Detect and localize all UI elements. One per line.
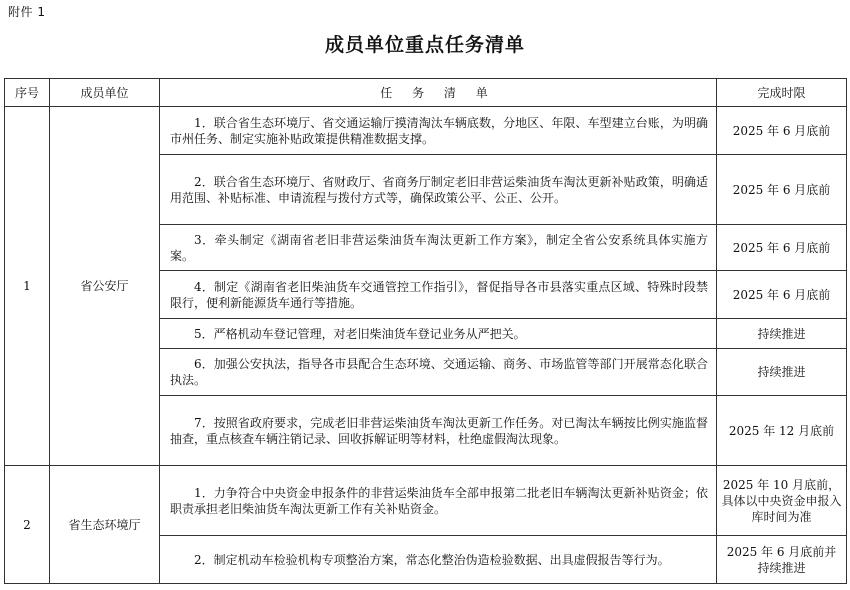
table-row [5,107,847,155]
header-index: 序号 [5,79,50,107]
deadline: 2025 年 6 月底前 [717,225,847,271]
deadline: 持续推进 [717,349,847,396]
table-row [5,466,847,536]
task-item: 2．联合省生态环境厅、省财政厅、省商务厅制定老旧非营运柴油货车淘汰更新补贴政策，明确适用范围、补贴标准、申请流程与拨付方式等，确保政策公平、公正、公开。 [160,155,717,225]
deadline: 2025 年 10 月底前，具体以中央资金申报入库时间为准 [717,466,847,536]
row-index: 2 [5,466,50,584]
member-unit: 省生态环境厅 [50,466,160,584]
task-item: 3．牵头制定《湖南省老旧非营运柴油货车淘汰更新工作方案》，制定全省公安系统具体实施方案。 [160,225,717,271]
attachment-label: 附件 1 [8,5,46,19]
task-item: 5．严格机动车登记管理，对老旧柴油货车登记业务从严把关。 [160,319,717,349]
task-table [4,78,847,584]
deadline: 2025 年 6 月底前并持续推进 [717,536,847,584]
table-header-row [5,79,847,107]
task-item: 2．制定机动车检验机构专项整治方案，常态化整治伪造检验数据、出具虚假报告等行为。 [160,536,717,584]
deadline: 持续推进 [717,319,847,349]
task-item: 7．按照省政府要求，完成老旧非营运柴油货车淘汰更新工作任务。对已淘汰车辆按比例实施监督抽查，重点核查车辆注销记录、回收拆解证明等材料，杜绝虚假淘汰现象。 [160,396,717,466]
header-deadline: 完成时限 [717,79,847,107]
row-index: 1 [5,107,50,466]
task-item: 1．力争符合中央资金申报条件的非营运柴油货车全部申报第二批老旧车辆淘汰更新补贴资金；依职责承担老旧柴油货车淘汰更新工作有关补贴资金。 [160,466,717,536]
task-item: 1．联合省生态环境厅、省交通运输厅摸清淘汰车辆底数，分地区、年限、车型建立台账，为明确市州任务、制定实施补贴政策提供精准数据支撑。 [160,107,717,155]
header-tasks: 任 务 清 单 [160,79,717,107]
task-item: 4．制定《湖南省老旧柴油货车交通管控工作指引》，督促指导各市县落实重点区域、特殊时段禁限行，便利新能源货车通行等措施。 [160,271,717,319]
deadline: 2025 年 12 月底前 [717,396,847,466]
page-title: 成员单位重点任务清单 [324,34,525,56]
member-unit: 省公安厅 [50,107,160,466]
task-item: 6．加强公安执法，指导各市县配合生态环境、交通运输、商务、市场监管等部门开展常态化联合执法。 [160,349,717,396]
deadline: 2025 年 6 月底前 [717,271,847,319]
deadline: 2025 年 6 月底前 [717,107,847,155]
deadline: 2025 年 6 月底前 [717,155,847,225]
header-unit: 成员单位 [50,79,160,107]
